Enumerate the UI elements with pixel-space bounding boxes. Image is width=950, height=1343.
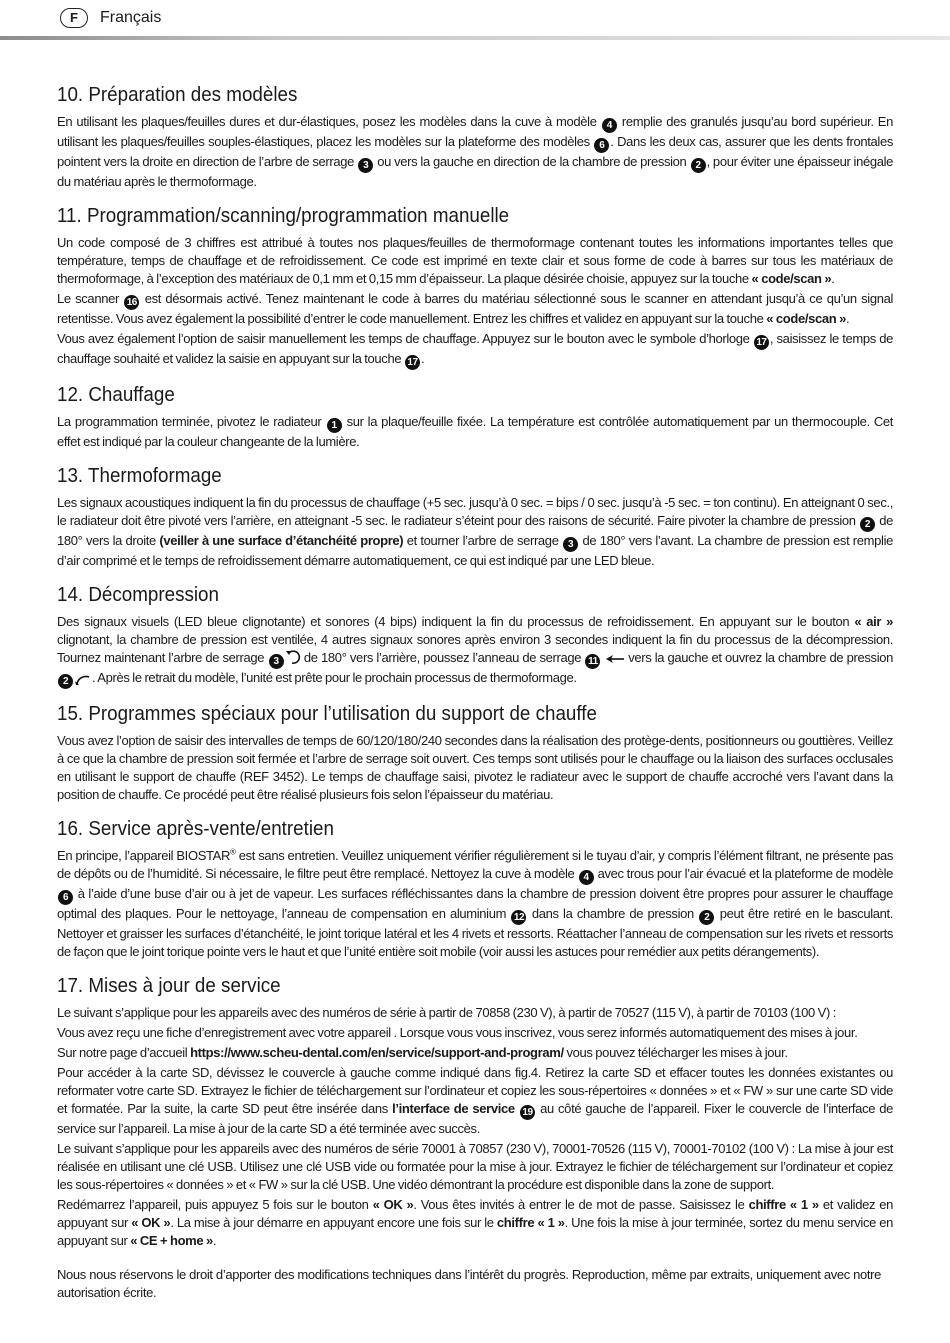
section-14-title: 14. Décompression: [57, 584, 219, 606]
number-3-icon: 3: [358, 158, 373, 173]
code-scan-key: « code/scan »: [751, 271, 832, 286]
section-11: [57, 203, 893, 370]
number-2-icon: 2: [860, 517, 875, 532]
section-11-paragraph-1: [57, 234, 893, 288]
section-15-text: Vous avez l’option de saisir des intervalles de temps de 60/120/180/240 secondes dans la réalisation des protège-dents, positionneurs ou gouttières. Veillez à ce que la chambre de pression soit fermée et l’arbre de serrage soit ouvert. Ces temps sont utilisés pour le chauffage ou la liaison des surfaces occlusales en utilisant le support de chauffe (REF 3452). Le temps de chauffage saisi, pivotez le radiateur avec le support de chauffe accroché vers l’avant dans la position de chauffe. Ce procédé peut être réalisé plusieurs fois selon l’épaisseur du matériau.: [57, 733, 893, 802]
section-11-paragraph-2: [57, 290, 893, 328]
document-body: [57, 82, 893, 1315]
section-10-text: [57, 113, 893, 191]
text: En utilisant les plaques/feuilles dures et dur-élastiques, posez les modèles dans la cuve à modèle: [57, 114, 597, 129]
number-16-icon: 16: [124, 295, 139, 310]
text: et tourner l’arbre de serrage: [406, 533, 559, 548]
text: Redémarrez l’appareil, puis appuyez 5 fois sur le bouton: [57, 1197, 369, 1212]
number-3-icon: 3: [269, 654, 284, 669]
section-17-paragraph-1: Le suivant s’applique pour les appareils avec des numéros de série à partir de 70858 (230 V), à partir de 70527 (115 V), à partir de 70103 (100 V) :: [57, 1005, 836, 1020]
text: à l’aide d’une buse d’air ou à jet de vapeur. Les surfaces réfléchissantes dans la chambre de pression doivent être propres pour assurer le chauffage optimal des plaques. Pour le nettoyage, l’anneau de compensation en aluminium: [57, 886, 893, 921]
ok-key: « OK »: [131, 1215, 171, 1230]
text: peut être retiré en le basculant. Nettoyer et graisser les surfaces d’étanchéité, le joint torique latéral et les 4 rivets et ressorts. Réattacher l’anneau de compensation sur les rivets et ressorts de façon que le joint torique pointe vers le haut et que l’unité entière soit mobile (voir aussi les astuces pour remédier aux petits dérangements).: [57, 906, 894, 959]
registered-mark: ®: [230, 847, 236, 857]
code-scan-key: « code/scan »: [766, 311, 846, 326]
text: Les signaux acoustiques indiquent la fin du processus de chauffage (+5 sec. jusqu’à 0 sec. = bips / 0 sec. jusqu’à -5 sec. = ton continu). En atteignant 0 sec., le radiateur doit être pivoté vers l’arrière, en atteignant -5 sec. le radiateur s’éteint pour des raisons de sécurité. Faire pivoter la chambre de pression: [57, 495, 893, 528]
header-divider: [0, 36, 950, 40]
air-key: « air »: [854, 614, 894, 629]
rotate-back-icon: [285, 649, 301, 665]
ok-key: « OK »: [372, 1197, 414, 1212]
section-10: [57, 82, 893, 191]
text: dans la chambre de pression: [531, 906, 694, 921]
text: vers la gauche et ouvrez la chambre de pression: [628, 650, 894, 665]
section-11-title: 11. Programmation/scanning/programmation manuelle: [57, 205, 510, 227]
section-17: [57, 973, 893, 1250]
text: , saisissez le temps de chauffage souhaité et validez la saisie en appuyant sur la touche: [57, 331, 894, 366]
text: . La mise à jour démarre en appuyant encore une fois sur le: [170, 1215, 494, 1230]
section-13: [57, 463, 893, 570]
text: La programmation terminée, pivotez le radiateur: [57, 414, 322, 429]
text: Sur notre page d’accueil: [57, 1045, 188, 1060]
number-4-icon: 4: [602, 118, 617, 133]
section-17-paragraph-3: [57, 1044, 893, 1062]
bold-note: (veiller à une surface d’étanchéité propre): [159, 533, 404, 548]
section-10-title: 10. Préparation des modèles: [57, 84, 298, 106]
digit-1-key: chiffre « 1 »: [496, 1215, 565, 1230]
section-14-text: [57, 613, 893, 689]
section-16-title: 16. Service après-vente/entretien: [57, 818, 334, 840]
text: Le scanner: [57, 291, 119, 306]
text: En principe, l’appareil BIOSTAR: [57, 848, 231, 863]
number-2-icon: 2: [691, 158, 706, 173]
text: Des signaux visuels (LED bleue clignotante) et sonores (4 bips) indiquent la fin du processus de refroidissement. En appuyant sur le bouton: [57, 614, 850, 629]
section-12-title: 12. Chauffage: [57, 384, 175, 406]
left-arrow-icon: [605, 653, 625, 665]
legal-footer-note: Nous nous réservons le droit d’apporter des modifications techniques dans l’intérêt du progrès. Reproduction, même par extraits, uniquement avec notre autorisation écrite.: [57, 1267, 882, 1300]
text: au côté gauche de l’appareil. Fixer le couvercle de l’interface de service sur l’appareil. La mise à jour de la carte SD a été terminée avec succès.: [57, 1101, 894, 1136]
text: avec trous pour l’air évacué et la plateforme de modèle: [597, 866, 893, 881]
text: Vous avez également l’option de saisir manuellement les temps de chauffage. Appuyez sur le bouton avec le symbole d’horloge: [57, 331, 750, 346]
number-4-icon: 4: [579, 870, 594, 885]
text: . Vous êtes invités à entrer le de mot de passe. Saisissez le: [413, 1197, 745, 1212]
text: . Une fois la mise à jour terminée, sortez du menu service en appuyant sur: [57, 1215, 893, 1248]
text: clignotant, la chambre de pression est ventilée, 4 autres signaux sonores après environ 3 secondes indiquent la fin du processus de la décompression. Tournez maintenant l’arbre de serrage: [57, 632, 893, 665]
text: Pour accéder à la carte SD, dévissez le couvercle à gauche comme indiqué dans fig.4. Retirez la carte SD et effacer toutes les données existantes ou reformater votre carte SD. Extrayez le fichier de téléchargement sur l’ordinateur et copiez les sous-répertoires « données » et « FW » sur une carte SD vide et formatée. Par la suite, la carte SD peut être insérée dans: [57, 1065, 893, 1116]
page-header: [0, 0, 950, 40]
section-12-text: [57, 413, 893, 451]
support-url-link[interactable]: https://www.scheu-dental.com/en/service/support-and-program/: [190, 1045, 564, 1060]
number-1-icon: 1: [327, 418, 342, 433]
text: , pour éviter une épaisseur inégale du matériau après le thermoformage.: [57, 154, 894, 189]
text: de 180° vers la droite: [57, 513, 893, 548]
text: .: [212, 1233, 217, 1248]
section-17-paragraph-6: [57, 1196, 893, 1250]
service-interface-label: l’interface de service: [392, 1101, 515, 1116]
number-2-icon: 2: [58, 674, 73, 689]
section-13-text: [57, 494, 893, 570]
section-17-paragraph-5: Le suivant s’applique pour les appareils avec des numéros de série 70001 à 70857 (230 V), 70001-70526 (115 V), 70001-70102 (100 V) : La mise à jour est réalisée en utilisant une clé USB. Utilisez une clé USB vide ou formatée pour la mise à jour. Extrayez le fichier de téléchargement sur l’ordinateur et copiez les sous-répertoires « données » et « FW » sur la clé USB. Une vidéo démontrant la procédure est disponible dans la zone de support.: [57, 1141, 893, 1192]
number-11-icon: 11: [585, 654, 600, 669]
language-name: Français: [100, 9, 162, 26]
text: .: [831, 271, 835, 286]
text: .: [845, 311, 850, 326]
text: ou vers la gauche en direction de la chambre de pression: [377, 154, 687, 169]
text: remplie des granulés jusqu’au bord supérieur. En utilisant les plaques/feuilles souples-élastiques, placez les modèles sur la plateforme des modèles: [57, 114, 894, 149]
number-3-icon: 3: [563, 537, 578, 552]
number-19-icon: 19: [520, 1105, 535, 1120]
number-2-icon: 2: [699, 910, 714, 925]
digit-1-key: chiffre « 1 »: [748, 1197, 819, 1212]
number-17-icon: 17: [754, 335, 769, 350]
text: Un code composé de 3 chiffres est attribué à toutes nos plaques/feuilles de thermoformage contenant toutes les informations importantes telles que température, temps de chauffage et de refroidissement. Ce code est imprimé en texte clair et sous forme de code à barres sur tous les matériaux de thermoformage, à l’exception des matériaux de 0,1 mm et 0,15 mm d’épaisseur. La plaque désirée choisie, appuyez sur la touche: [57, 235, 893, 286]
section-17-paragraph-4: [57, 1064, 893, 1138]
text: de 180° vers l’arrière, poussez l’anneau de serrage: [303, 650, 582, 665]
section-13-title: 13. Thermoformage: [57, 465, 222, 487]
text: de 180° vers l’avant. La chambre de pression est remplie d’air comprimé et le temps de refroidissement démarre automatiquement, ce qui est indiqué par une LED bleue.: [57, 533, 893, 568]
text: . Après le retrait du modèle, l’unité est prête pour le prochain processus de thermoformage.: [92, 670, 577, 685]
section-14: [57, 582, 893, 689]
section-12: [57, 382, 893, 451]
section-11-paragraph-3: [57, 330, 893, 370]
section-17-paragraph-2: Vous avez reçu une fiche d’enregistrement avec votre appareil . Lorsque vous vous inscrivez, vous serez informés automatiquement des mises à jour.: [57, 1025, 858, 1040]
open-chamber-icon: [74, 671, 92, 685]
number-6-icon: 6: [594, 138, 609, 153]
section-17-title: 17. Mises à jour de service: [57, 975, 281, 997]
language-badge: F: [60, 8, 88, 28]
ce-home-key: « CE + home »: [130, 1233, 213, 1248]
text: est sans entretien. Veuillez uniquement vérifier régulièrement si le tuyau d’air, y compris l’élément filtrant, ne présente pas de dépôts ou de l’humidité. Si nécessaire, le filtre peut être remplacé. Nettoyez la cuve à modèle: [57, 848, 893, 881]
text: . Dans les deux cas, assurer que les dents frontales pointent vers la droite en direction de l’arbre de serrage: [57, 134, 893, 169]
section-16: [57, 816, 893, 961]
number-17-icon: 17: [405, 355, 420, 370]
section-16-text: [57, 847, 893, 961]
text: est désormais activé. Tenez maintenant le code à barres du matériau sélectionné sous le scanner en attendant jusqu’à ce qu’un signal retentisse. Vous avez également la possibilité d’entrer le code manuellement. Entrez les chiffres et validez en appuyant sur la touche: [57, 291, 893, 326]
text: et validez en appuyant sur: [57, 1197, 893, 1230]
section-15: [57, 701, 893, 804]
text: sur la plaque/feuille fixée. La température est contrôlée automatiquement par un thermocouple. Cet effet est indiqué par la couleur changeante de la lumière.: [57, 414, 894, 449]
section-15-title: 15. Programmes spéciaux pour l’utilisation du support de chauffe: [57, 703, 597, 725]
text: vous pouvez télécharger les mises à jour.: [566, 1045, 788, 1060]
number-6-icon: 6: [58, 890, 73, 905]
text: .: [420, 351, 425, 366]
number-12-icon: 12: [511, 910, 526, 925]
